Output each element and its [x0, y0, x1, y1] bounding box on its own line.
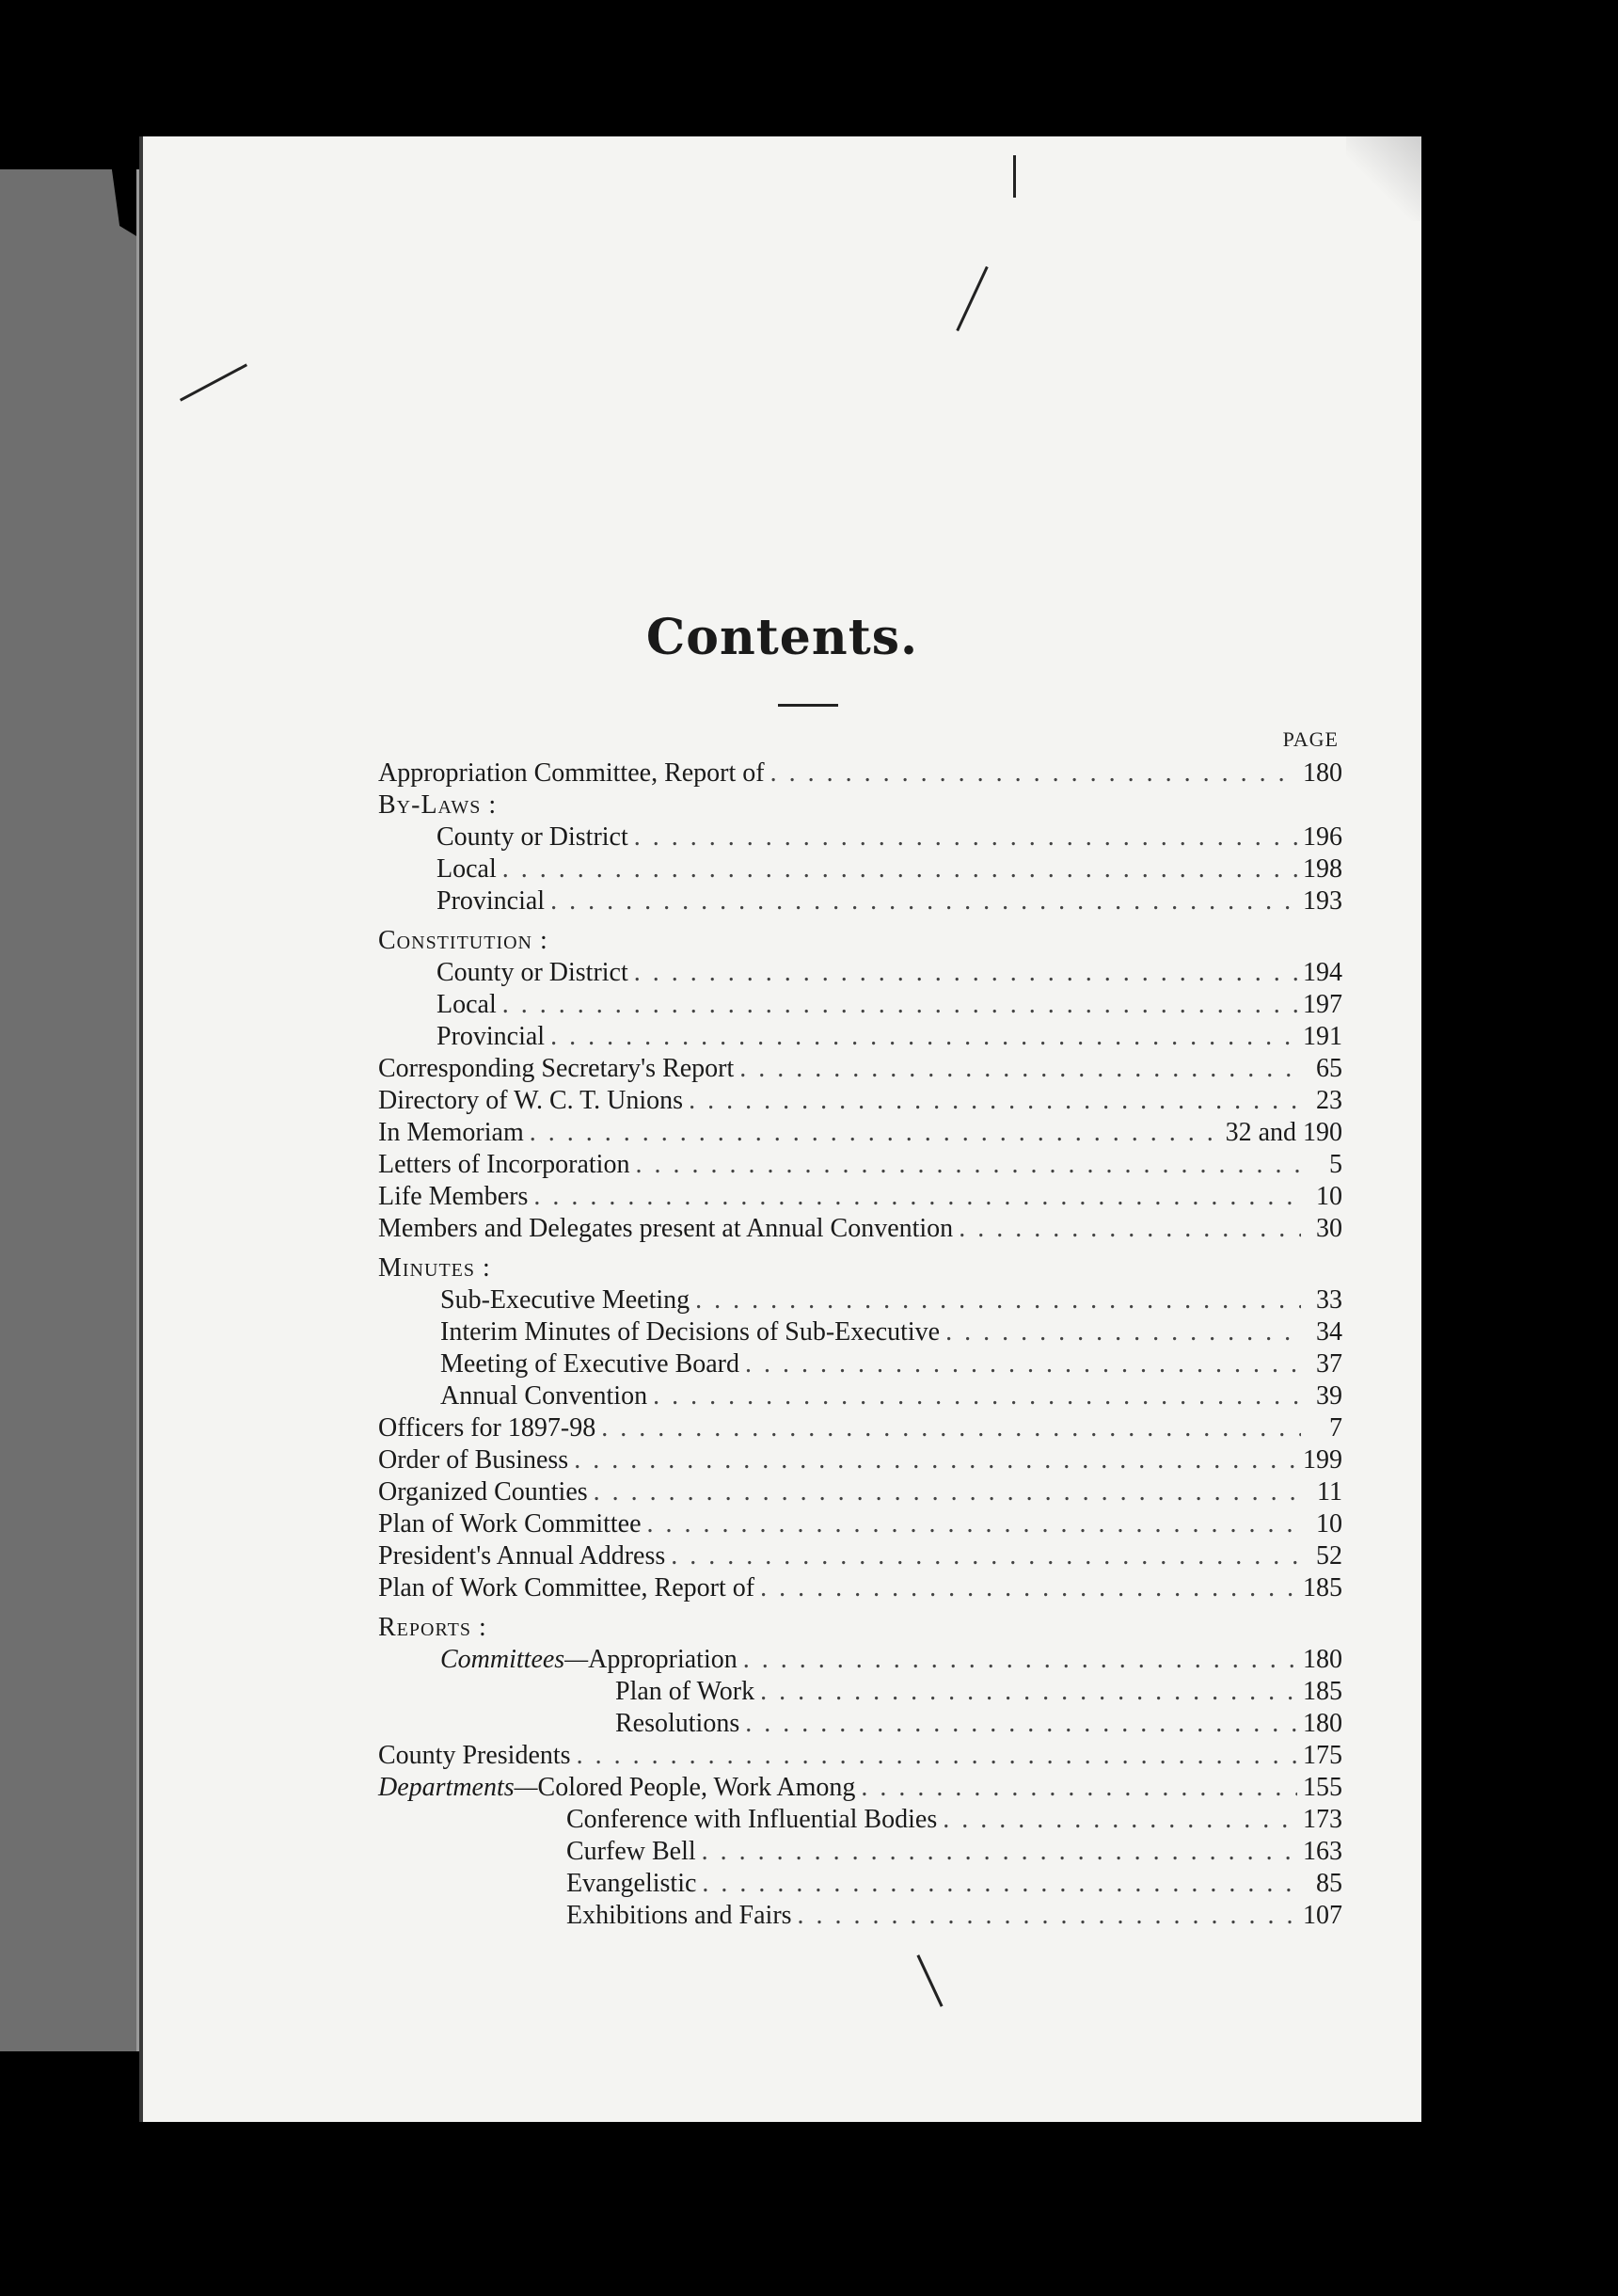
- toc-entry: [378, 1804, 1342, 1836]
- toc-entry: [378, 853, 1342, 885]
- toc-entry: [378, 957, 1342, 989]
- entry-label: County or District: [436, 958, 628, 987]
- entry-label: Corresponding Secretary's Report: [378, 1054, 735, 1083]
- entry-label: Life Members: [378, 1182, 529, 1211]
- toc-entry: [378, 1572, 1342, 1604]
- entry-label: Evangelistic: [566, 1869, 697, 1898]
- entry-label: Colored People, Work Among: [537, 1773, 856, 1802]
- entry-page: 185: [1303, 1677, 1342, 1706]
- dot-leader: [502, 853, 1297, 885]
- entry-label: Plan of Work: [615, 1677, 755, 1706]
- entry-label: Officers for 1897-98: [378, 1413, 596, 1443]
- entry-label: Appropriation Committee, Report of: [378, 758, 765, 788]
- dot-leader: [959, 1213, 1301, 1245]
- toc-entry: [378, 1708, 1342, 1740]
- section-heading: Constitution :: [378, 926, 548, 955]
- entry-label: Appropriation: [588, 1645, 738, 1674]
- entry-page: 180: [1303, 1645, 1342, 1674]
- toc-entry: [378, 1085, 1342, 1117]
- dot-leader: [550, 1021, 1297, 1053]
- entry-label: Sub-Executive Meeting: [440, 1285, 690, 1315]
- section-heading: Minutes :: [378, 1253, 491, 1283]
- dot-leader: [647, 1508, 1301, 1540]
- toc-entry: [378, 1053, 1342, 1085]
- dot-leader: [760, 1572, 1297, 1604]
- entry-label: Local: [436, 990, 497, 1019]
- dot-leader: [574, 1444, 1297, 1476]
- toc-entry: [378, 821, 1342, 853]
- entry-page: 107: [1303, 1901, 1342, 1930]
- entry-page: 196: [1303, 822, 1342, 852]
- entry-label: Exhibitions and Fairs: [566, 1901, 792, 1930]
- entry-label: Plan of Work Committee, Report of: [378, 1573, 755, 1602]
- entry-page: 191: [1303, 1022, 1342, 1051]
- group-label: Committees—: [440, 1645, 589, 1674]
- entry-page: 199: [1303, 1445, 1342, 1475]
- folded-corner: [1346, 136, 1421, 221]
- toc-entry: [378, 1021, 1342, 1053]
- entry-label: Local: [436, 854, 497, 884]
- entry-label: Curfew Bell: [566, 1837, 696, 1866]
- group-label: Departments—: [378, 1773, 538, 1802]
- dot-leader: [653, 1380, 1301, 1412]
- toc-entry: [378, 1868, 1342, 1900]
- dot-leader: [770, 757, 1297, 789]
- entry-page: 185: [1303, 1573, 1342, 1602]
- ink-mark: [1013, 155, 1016, 198]
- dot-leader: [945, 1316, 1301, 1348]
- entry-label: Letters of Incorporation: [378, 1150, 630, 1179]
- document-page: [139, 136, 1421, 2122]
- entry-page: 30: [1316, 1214, 1342, 1243]
- entry-page: 193: [1303, 886, 1342, 916]
- toc-entry: [378, 1676, 1342, 1708]
- toc-entry: [378, 1644, 1342, 1676]
- toc-entry: [378, 1213, 1342, 1245]
- entry-page: 163: [1303, 1837, 1342, 1866]
- toc-entry: [378, 1836, 1342, 1868]
- entry-page: 23: [1316, 1086, 1342, 1115]
- entry-page: 5: [1329, 1150, 1342, 1179]
- dot-leader: [533, 1181, 1301, 1213]
- title-rule: [778, 704, 838, 707]
- toc-entry: [378, 1284, 1342, 1316]
- toc-entry: [378, 1508, 1342, 1540]
- entry-label: Directory of W. C. T. Unions: [378, 1086, 684, 1115]
- toc-entry: [378, 1740, 1342, 1772]
- page-column-header: PAGE: [1282, 727, 1339, 751]
- entry-label: Organized Counties: [378, 1477, 588, 1507]
- toc-entry: [378, 1181, 1342, 1213]
- dot-leader: [695, 1284, 1301, 1316]
- dot-leader: [634, 957, 1297, 989]
- dot-leader: [634, 821, 1297, 853]
- toc-entry: [378, 1476, 1342, 1508]
- toc-entry: [378, 1316, 1342, 1348]
- toc-entry: [378, 1380, 1342, 1412]
- contents-title: Contents.: [645, 609, 919, 666]
- entry-page: 194: [1303, 958, 1342, 987]
- dot-leader: [943, 1804, 1297, 1836]
- toc-entry: [378, 989, 1342, 1021]
- toc-entry: [378, 1348, 1342, 1380]
- toc-entry: [378, 1117, 1342, 1149]
- toc-entry: [378, 1412, 1342, 1444]
- dot-leader: [743, 1644, 1297, 1676]
- dot-leader: [601, 1412, 1301, 1444]
- dot-leader: [798, 1900, 1297, 1932]
- entry-page: 39: [1316, 1381, 1342, 1411]
- entry-page: 11: [1317, 1477, 1342, 1507]
- entry-label: Meeting of Executive Board: [440, 1349, 740, 1379]
- entry-page: 10: [1316, 1182, 1342, 1211]
- entry-page: 85: [1316, 1869, 1342, 1898]
- ink-mark: [956, 266, 988, 331]
- dot-leader: [550, 885, 1297, 917]
- section-heading: By-Laws :: [378, 790, 498, 820]
- toc-entry: [378, 1900, 1342, 1932]
- section-heading: Reports :: [378, 1613, 487, 1642]
- dot-leader: [671, 1540, 1301, 1572]
- toc-entry: [378, 1149, 1342, 1181]
- dot-leader: [530, 1117, 1220, 1149]
- entry-page: 155: [1303, 1773, 1342, 1802]
- toc-entry: [378, 885, 1342, 917]
- entry-page: 180: [1303, 758, 1342, 788]
- toc-entry: [378, 1444, 1342, 1476]
- toc-entry: [378, 1540, 1342, 1572]
- entry-label: President's Annual Address: [378, 1541, 666, 1571]
- entry-page: 198: [1303, 854, 1342, 884]
- dot-leader: [635, 1149, 1301, 1181]
- entry-page: 7: [1329, 1413, 1342, 1443]
- entry-label: Members and Delegates present at Annual Convention: [378, 1214, 954, 1243]
- entry-page: 37: [1316, 1349, 1342, 1379]
- entry-page: 32 and 190: [1225, 1118, 1342, 1147]
- dot-leader: [702, 1868, 1301, 1900]
- entry-label: County Presidents: [378, 1741, 571, 1770]
- dot-leader: [594, 1476, 1301, 1508]
- entry-label: Provincial: [436, 886, 546, 916]
- dot-leader: [502, 989, 1297, 1021]
- ink-mark: [916, 1954, 943, 2007]
- entry-label: In Memoriam: [378, 1118, 524, 1147]
- entry-page: 52: [1316, 1541, 1342, 1571]
- dot-leader: [739, 1053, 1301, 1085]
- dot-leader: [745, 1708, 1297, 1740]
- entry-page: 65: [1316, 1054, 1342, 1083]
- entry-page: 33: [1316, 1285, 1342, 1315]
- entry-label: County or District: [436, 822, 628, 852]
- dot-leader: [745, 1348, 1301, 1380]
- entry-label: Annual Convention: [440, 1381, 648, 1411]
- entry-label: Conference with Influential Bodies: [566, 1805, 938, 1834]
- entry-label: Plan of Work Committee: [378, 1509, 642, 1539]
- toc-entry: [378, 1772, 1342, 1804]
- entry-label: Interim Minutes of Decisions of Sub-Executive: [440, 1317, 941, 1347]
- dot-leader: [689, 1085, 1301, 1117]
- entry-page: 197: [1303, 990, 1342, 1019]
- dot-leader: [577, 1740, 1297, 1772]
- ink-mark: [180, 363, 247, 401]
- entry-label: Provincial: [436, 1022, 546, 1051]
- dot-leader: [760, 1676, 1297, 1708]
- entry-page: 180: [1303, 1709, 1342, 1738]
- toc-entry: [378, 757, 1342, 789]
- entry-page: 34: [1316, 1317, 1342, 1347]
- entry-page: 173: [1303, 1805, 1342, 1834]
- entry-label: Resolutions: [615, 1709, 740, 1738]
- dot-leader: [861, 1772, 1297, 1804]
- dot-leader: [702, 1836, 1297, 1868]
- entry-page: 175: [1303, 1741, 1342, 1770]
- table-of-contents: [378, 757, 1342, 1932]
- entry-page: 10: [1316, 1509, 1342, 1539]
- entry-label: Order of Business: [378, 1445, 569, 1475]
